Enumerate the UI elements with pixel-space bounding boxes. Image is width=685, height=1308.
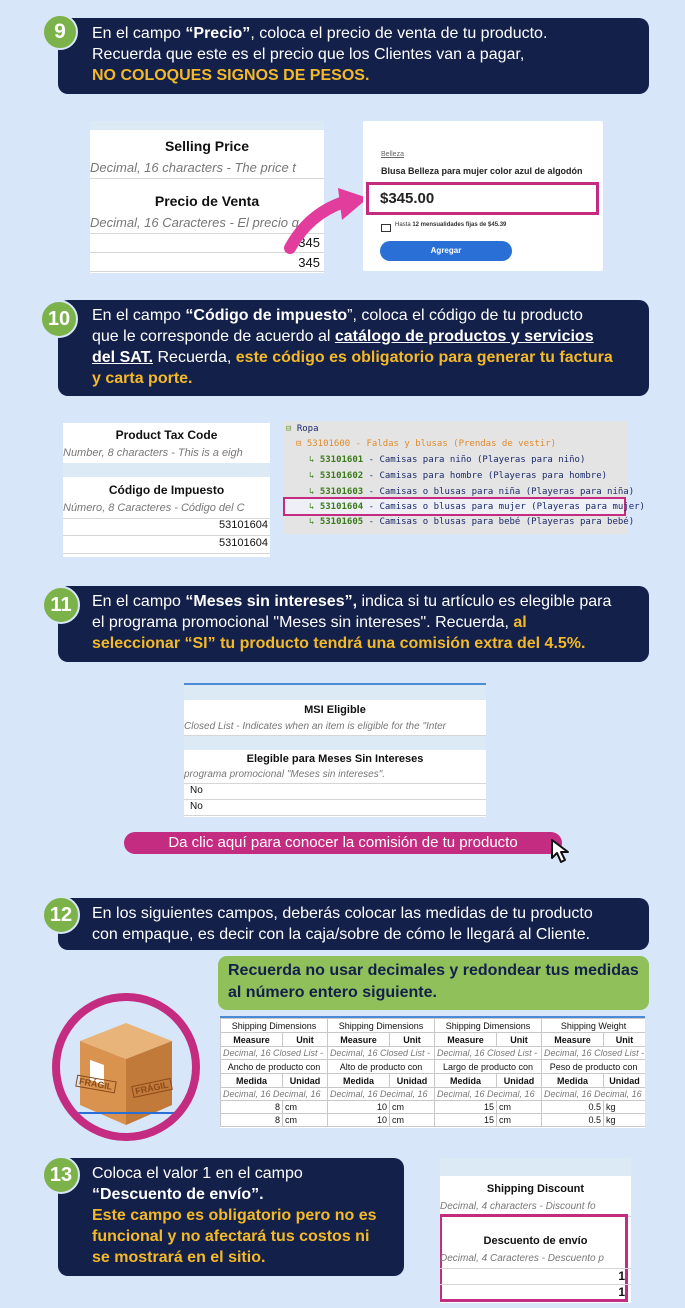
step-9-warning: NO COLOQUES SIGNOS DE PESOS. bbox=[92, 67, 370, 84]
selling-price-header: Selling Price bbox=[164, 138, 250, 154]
dim-cell[interactable]: cm bbox=[390, 1101, 435, 1114]
shipping-discount-desc: Decimal, 4 characters - Discount fo bbox=[440, 1201, 596, 1212]
step-10-line-1: En el campo “Código de impuesto”, coloca el código de tu producto bbox=[92, 307, 583, 324]
step-10-line-3: del SAT. Recuerda, este código es obligatorio para generar tu factura bbox=[92, 349, 613, 366]
step-13-line-1: Coloca el valor 1 en el campo bbox=[92, 1165, 303, 1182]
msi-desc: Closed List - Indicates when an item is eligible for the "Inter bbox=[184, 721, 447, 732]
step-12-card bbox=[58, 898, 649, 950]
reminder-line-2: al número entero siguiente. bbox=[228, 984, 437, 1001]
step-12-number: 12 bbox=[42, 896, 80, 934]
step-11-card bbox=[58, 586, 649, 662]
dim-cell[interactable]: cm bbox=[497, 1101, 542, 1114]
dim-cell[interactable]: 0.5 bbox=[542, 1101, 604, 1114]
step-10-line-4: y carta porte. bbox=[92, 370, 193, 387]
dim-group-en: Shipping Weight bbox=[542, 1019, 645, 1033]
dim-cell[interactable]: kg bbox=[604, 1114, 645, 1127]
msi-value-2[interactable]: No bbox=[190, 801, 203, 812]
catalog-item[interactable]: ↳ 53101601 - Camisas para niño (Playeras para niño) bbox=[309, 455, 586, 465]
catalog-item[interactable]: ↳ 53101604 - Camisas o blusas para mujer (Playeras para mujer) bbox=[309, 502, 645, 512]
dim-sub-en: Measure bbox=[435, 1033, 497, 1047]
dim-sub-en: Measure bbox=[328, 1033, 390, 1047]
catalog-item[interactable]: ↳ 53101602 - Camisas para hombre (Playeras para hombre) bbox=[309, 471, 608, 481]
dim-cell[interactable]: 15 bbox=[435, 1101, 497, 1114]
dim-desc-es: Decimal, 16 Decimal, 16 bbox=[221, 1088, 328, 1101]
reminder-line-1: Recuerda no usar decimales y redondear tus medidas bbox=[228, 962, 639, 979]
dim-cell[interactable]: cm bbox=[497, 1114, 542, 1127]
dim-group-es: Alto de producto con bbox=[328, 1060, 435, 1074]
codigo-impuesto-header: Código de Impuesto bbox=[108, 483, 225, 497]
dim-sub-es: Unidad bbox=[390, 1074, 435, 1088]
dim-sub-es: Medida bbox=[221, 1074, 283, 1088]
dim-desc-en: Decimal, 16 Closed List - bbox=[328, 1047, 435, 1060]
product-card bbox=[363, 121, 603, 271]
tax-code-desc: Number, 8 characters - This is a eigh bbox=[63, 447, 243, 459]
dim-cell[interactable]: 8 bbox=[221, 1101, 283, 1114]
msi-header: MSI Eligible bbox=[304, 704, 366, 716]
dim-group-en: Shipping Dimensions bbox=[221, 1019, 328, 1033]
msi-es-desc: programa promocional "Meses sin intereses". bbox=[184, 769, 386, 780]
msi-es-header: Elegible para Meses Sin Intereses bbox=[246, 753, 424, 765]
step-10-card bbox=[58, 300, 649, 396]
sat-catalog-link-2[interactable]: del SAT. bbox=[92, 349, 154, 366]
step-10-number: 10 bbox=[40, 300, 78, 338]
fragile-label-2: FRÁGIL bbox=[131, 1078, 172, 1098]
dim-sub-es: Unidad bbox=[283, 1074, 328, 1088]
sat-catalog-tree bbox=[283, 421, 645, 534]
dim-desc-en: Decimal, 16 Closed List - bbox=[542, 1047, 645, 1060]
precio-venta-header: Precio de Venta bbox=[154, 193, 260, 209]
dim-sub-es: Medida bbox=[542, 1074, 604, 1088]
descuento-envio-desc: Decimal, 4 Caracteres - Descuento p bbox=[440, 1253, 604, 1264]
dim-desc-es: Decimal, 16 Decimal, 16 bbox=[328, 1088, 435, 1101]
dim-sub-es: Medida bbox=[328, 1074, 390, 1088]
dim-sub-en: Unit bbox=[497, 1033, 542, 1047]
product-category[interactable]: Belleza bbox=[381, 151, 404, 158]
card-icon bbox=[381, 224, 391, 232]
dim-group-es: Largo de producto con bbox=[435, 1060, 542, 1074]
reminder-12-banner bbox=[218, 956, 649, 1010]
dim-cell[interactable]: cm bbox=[283, 1101, 328, 1114]
msi-sheet bbox=[184, 683, 486, 817]
dim-group-es: Ancho de producto con bbox=[221, 1060, 328, 1074]
catalog-item[interactable]: ↳ 53101605 - Camisas o blusas para bebé (Playeras para bebé) bbox=[309, 517, 635, 527]
step-11-line-1: En el campo “Meses sin intereses”, indica si tu artículo es elegible para bbox=[92, 593, 612, 610]
tax-code-value-2[interactable]: 53101604 bbox=[219, 537, 268, 549]
dimensions-table bbox=[220, 1016, 645, 1128]
dim-sub-en: Measure bbox=[221, 1033, 283, 1047]
step-9-card bbox=[58, 18, 649, 94]
dim-cell[interactable]: cm bbox=[390, 1114, 435, 1127]
dim-group-en: Shipping Dimensions bbox=[328, 1019, 435, 1033]
tax-code-sheet bbox=[63, 423, 270, 557]
step-13-number: 13 bbox=[42, 1156, 80, 1194]
product-title: Blusa Belleza para mujer color azul de algodón bbox=[381, 166, 583, 176]
fragile-label-1: FRÁGIL bbox=[75, 1075, 116, 1094]
commission-link-button[interactable]: Da clic aquí para conocer la comisión de tu producto bbox=[124, 832, 562, 854]
step-11-line-3: seleccionar “SI” tu producto tendrá una comisión extra del 4.5%. bbox=[92, 635, 586, 652]
shipping-discount-header: Shipping Discount bbox=[486, 1183, 585, 1195]
tax-code-value-1[interactable]: 53101604 bbox=[219, 519, 268, 531]
step-10-line-2: que le corresponde de acuerdo al catálogo de productos y servicios bbox=[92, 328, 594, 345]
cursor-icon bbox=[550, 838, 576, 866]
shipping-discount-sheet bbox=[440, 1158, 631, 1303]
price-value-1[interactable]: 345 bbox=[298, 235, 320, 250]
step-12-line-2: con empaque, es decir con la caja/sobre de cómo le llegará al Cliente. bbox=[92, 926, 591, 943]
dim-desc-en: Decimal, 16 Closed List - bbox=[221, 1047, 328, 1060]
dim-sub-es: Unidad bbox=[497, 1074, 542, 1088]
step-13-card bbox=[58, 1158, 404, 1276]
dim-group-en: Shipping Dimensions bbox=[435, 1019, 542, 1033]
box-circle-inner bbox=[60, 1001, 192, 1133]
step-13-line-3: Este campo es obligatorio pero no es bbox=[92, 1207, 377, 1224]
dim-cell[interactable]: 8 bbox=[221, 1114, 283, 1127]
discount-value-1[interactable]: 1 bbox=[618, 1269, 625, 1283]
installments-text: Hasta 12 mensualidades fijas de $45.39 bbox=[395, 222, 507, 228]
catalog-category[interactable]: ⊟ 53101600 - Faldas y blusas (Prendas de vestir) bbox=[296, 439, 557, 449]
step-9-line-1: En el campo “Precio”, coloca el precio de venta de tu producto. bbox=[92, 25, 548, 42]
dim-group-es: Peso de producto con bbox=[542, 1060, 645, 1074]
dim-sub-en: Unit bbox=[283, 1033, 328, 1047]
dim-cell[interactable]: 10 bbox=[328, 1101, 390, 1114]
dim-cell[interactable]: 15 bbox=[435, 1114, 497, 1127]
step-13-line-5: se mostrará en el sitio. bbox=[92, 1249, 266, 1266]
step-11-line-2: el programa promocional "Meses sin intereses". Recuerda, al bbox=[92, 614, 527, 631]
codigo-impuesto-desc: Número, 8 Caracteres - Código del C bbox=[63, 502, 245, 514]
price-value-2[interactable]: 345 bbox=[298, 255, 320, 270]
dim-desc-es: Decimal, 16 Decimal, 16 bbox=[435, 1088, 542, 1101]
step-11-number: 11 bbox=[42, 586, 80, 624]
precio-venta-desc: Decimal, 16 Caracteres - El precio q bbox=[90, 215, 299, 230]
dim-desc-es: Decimal, 16 Decimal, 16 bbox=[542, 1088, 645, 1101]
descuento-envio-header: Descuento de envío bbox=[483, 1235, 588, 1247]
arrow-icon bbox=[282, 186, 372, 256]
step-13-line-2: “Descuento de envío”. bbox=[92, 1186, 264, 1203]
package-icon bbox=[60, 1001, 192, 1133]
dim-desc-en: Decimal, 16 Closed List - bbox=[435, 1047, 542, 1060]
dim-sub-en: Unit bbox=[604, 1033, 645, 1047]
step-12-line-1: En los siguientes campos, deberás colocar las medidas de tu producto bbox=[92, 905, 593, 922]
dim-cell[interactable]: 0.5 bbox=[542, 1114, 604, 1127]
add-to-cart-button[interactable]: Agregar bbox=[380, 241, 512, 261]
selling-price-desc: Decimal, 16 characters - The price t bbox=[90, 160, 296, 175]
dim-cell[interactable]: 10 bbox=[328, 1114, 390, 1127]
dim-sub-es: Medida bbox=[435, 1074, 497, 1088]
discount-value-2[interactable]: 1 bbox=[618, 1285, 625, 1299]
catalog-root[interactable]: ⊟ Ropa bbox=[286, 424, 319, 434]
dim-sub-en: Measure bbox=[542, 1033, 604, 1047]
msi-value-1[interactable]: No bbox=[190, 785, 203, 796]
product-price: $345.00 bbox=[380, 190, 435, 207]
step-9-number: 9 bbox=[42, 14, 78, 50]
dim-cell[interactable]: kg bbox=[604, 1101, 645, 1114]
step-13-line-4: funcional y no afectará tus costos ni bbox=[92, 1228, 370, 1245]
dim-sub-en: Unit bbox=[390, 1033, 435, 1047]
step-9-line-2: Recuerda que este es el precio que los Clientes van a pagar, bbox=[92, 46, 525, 63]
sat-catalog-link[interactable]: catálogo de productos y servicios bbox=[334, 328, 594, 345]
dim-cell[interactable]: cm bbox=[283, 1114, 328, 1127]
catalog-item[interactable]: ↳ 53101603 - Camisas o blusas para niña (Playeras para niña) bbox=[309, 487, 635, 497]
dim-sub-es: Unidad bbox=[604, 1074, 645, 1088]
tax-code-header: Product Tax Code bbox=[115, 428, 218, 442]
